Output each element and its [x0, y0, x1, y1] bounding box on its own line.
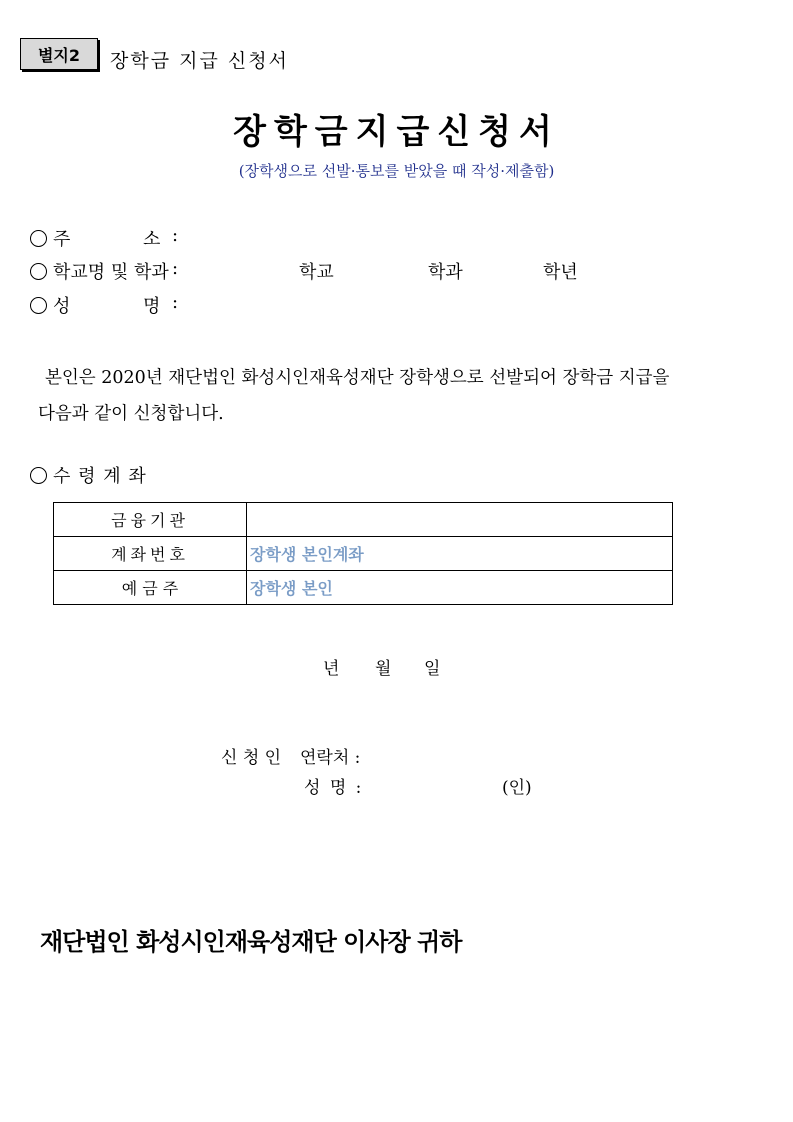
address-label-a: 주: [53, 229, 71, 250]
name-field: [30, 292, 70, 318]
bank-label: 금융기관: [54, 503, 247, 537]
account-holder-value: 장학생 본인: [247, 571, 673, 605]
school-field: [30, 258, 169, 284]
account-holder-label: 예 금 주: [54, 571, 247, 605]
statement-line-1: 본인은 2020년 재단법인 화성시인재육성재단 장학생으로 선발되어 장학금 지급을: [45, 368, 670, 388]
table-row: [54, 571, 673, 605]
account-table: [53, 502, 673, 605]
address-colon: :: [172, 225, 179, 246]
page-subtitle: (장학생으로 선발·통보를 받았을 때 작성·제출함): [238, 162, 555, 180]
applicant-seal: (인): [502, 778, 532, 798]
annex-label: 별지2: [37, 45, 81, 65]
statement-line-2: 다음과 같이 신청합니다.: [38, 404, 224, 424]
circle-bullet-icon: [30, 467, 47, 484]
applicant-name-label: 성 명 :: [304, 778, 364, 798]
applicant-label: 신 청 인: [221, 748, 282, 768]
annex-title: 장학금 지급 신청서: [110, 50, 289, 72]
table-row: [54, 503, 673, 537]
school-colon: :: [172, 258, 179, 279]
school-label: 학교명 및 학과: [53, 262, 169, 283]
account-section-label: 수 령 계 좌: [53, 466, 147, 487]
name-colon: :: [172, 292, 179, 313]
statement: [38, 360, 669, 432]
circle-bullet-icon: [30, 263, 47, 280]
annex-label-box: [20, 38, 98, 70]
account-number-value: 장학생 본인계좌: [247, 537, 673, 571]
school-unit: 학교: [299, 262, 334, 283]
name-label-a: 성: [53, 296, 71, 317]
grade-unit: 학년: [543, 262, 578, 283]
applicant-contact-label: 연락처 :: [300, 748, 361, 768]
name-label-b: 명: [143, 296, 161, 317]
dept-unit: 학과: [428, 262, 463, 283]
address-field: [30, 225, 70, 251]
page-title: 장학금지급신청서: [233, 112, 560, 152]
date-month: 월: [375, 659, 392, 679]
date-day: 일: [424, 659, 441, 679]
circle-bullet-icon: [30, 297, 47, 314]
circle-bullet-icon: [30, 230, 47, 247]
recipient: 재단법인 화성시인재육성재단 이사장 귀하: [40, 928, 462, 956]
bank-value: [247, 503, 673, 537]
address-label-b: 소: [143, 229, 161, 250]
account-number-label: 계좌번호: [54, 537, 247, 571]
date-year: 년: [323, 659, 340, 679]
table-row: [54, 537, 673, 571]
account-section-heading: [30, 462, 147, 488]
